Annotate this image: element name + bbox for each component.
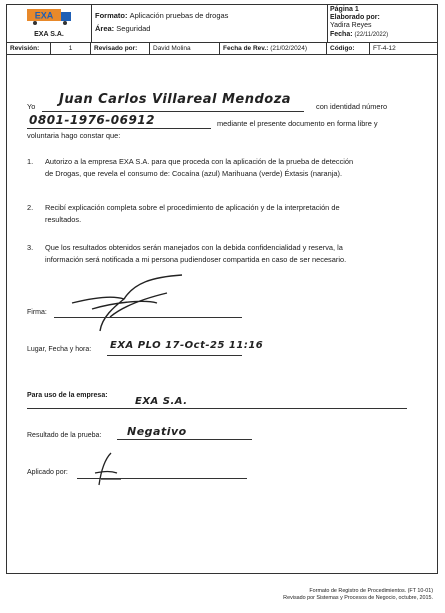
- date-value: (22/11/2022): [354, 32, 389, 38]
- lugar-label: Lugar, Fecha y hora:: [27, 346, 92, 353]
- item-line-1: Autorizo a la empresa EXA S.A. para que proceda con la aplicación de la prueba de detección: [45, 157, 354, 166]
- logo-lettering: EXA: [34, 10, 54, 21]
- item-line-1: Recibí explicación completa sobre el procedimiento de aplicación y de la interpretación de: [45, 203, 340, 212]
- resultado-line: [117, 439, 252, 440]
- aplicado-signature-scribble: [87, 449, 127, 489]
- page-info-cell: [327, 5, 439, 42]
- item-line-2: resultados.: [45, 215, 82, 224]
- format-label: Formato:: [95, 11, 128, 20]
- revision-row: [7, 42, 437, 55]
- resultado-label: Resultado de la prueba:: [27, 432, 102, 439]
- code-label: Código:: [327, 43, 370, 55]
- document-page: [6, 4, 438, 574]
- handwritten-lugar: EXA PLO 17-Oct-25 11:16: [110, 340, 264, 351]
- revdate-value: (21/02/2024): [270, 45, 308, 52]
- company-name: EXA S.A.: [34, 31, 64, 38]
- item-number: 3.: [27, 243, 34, 252]
- firma-label: Firma:: [27, 309, 47, 316]
- handwritten-resultado: Negativo: [127, 425, 187, 438]
- item-number: 2.: [27, 203, 34, 212]
- footer-line-2: Revisado por Sistemas y Procesos de Negocio, octubre, 2015.: [283, 595, 433, 601]
- firma-line: [54, 317, 242, 318]
- empresa-line: [27, 408, 407, 409]
- item-number: 1.: [27, 157, 34, 166]
- document-header: [7, 5, 437, 55]
- revision-value: 1: [51, 43, 91, 55]
- elaborated-label: Elaborado por:: [330, 14, 380, 21]
- page-number: Página 1: [330, 6, 359, 13]
- mediante-text: mediante el presente documento en forma libre y: [217, 119, 378, 128]
- lugar-line: [107, 355, 242, 356]
- id-line: [27, 128, 211, 129]
- aplicado-label: Aplicado por:: [27, 469, 68, 476]
- revision-label: Revisión:: [7, 43, 51, 55]
- handwritten-id: 0801-1976-06912: [29, 113, 156, 127]
- item-line-2: información será notificada a mi persona pudiendoser compartida en caso de ser necesario.: [45, 255, 347, 264]
- footer-note: [173, 588, 433, 602]
- exa-logo-icon: [27, 9, 71, 25]
- yo-label: Yo: [27, 102, 36, 111]
- reviewed-label: Revisado por:: [91, 43, 150, 55]
- area-label: Área:: [95, 24, 115, 33]
- item-line-2: de Drogas, que revela el consumo de: Cocaína (azul) Marihuana (verde) Éxtasis (naranja).: [45, 169, 343, 178]
- aplicado-line: [77, 478, 247, 479]
- footer-line-1: Formato de Registro de Procedimientos. (FT 10-01): [309, 588, 433, 594]
- reviewed-value: David Molina: [150, 43, 220, 55]
- handwritten-empresa: EXA S.A.: [135, 396, 188, 407]
- logo-cell: [7, 5, 92, 42]
- voluntaria-text: voluntaria hago constar que:: [27, 131, 121, 140]
- item-line-1: Que los resultados obtenidos serán manejados con la debida confidencialidad y reserva, la: [45, 243, 343, 252]
- empresa-label: Para uso de la empresa:: [27, 392, 108, 399]
- area-value: Seguridad: [116, 24, 151, 33]
- identity-text: con identidad número: [316, 102, 388, 111]
- elaborated-value: Yadira Reyes: [330, 22, 372, 29]
- format-value: Aplicación pruebas de drogas: [129, 11, 229, 20]
- code-value: FT-4-12: [373, 45, 396, 52]
- name-line: [42, 111, 304, 112]
- date-label: Fecha:: [330, 31, 353, 38]
- handwritten-name: Juan Carlos Villareal Mendoza: [59, 92, 292, 107]
- signature-scribble: [62, 273, 192, 333]
- format-cell: [91, 5, 328, 42]
- revdate-label: Fecha de Rev.:: [223, 45, 269, 52]
